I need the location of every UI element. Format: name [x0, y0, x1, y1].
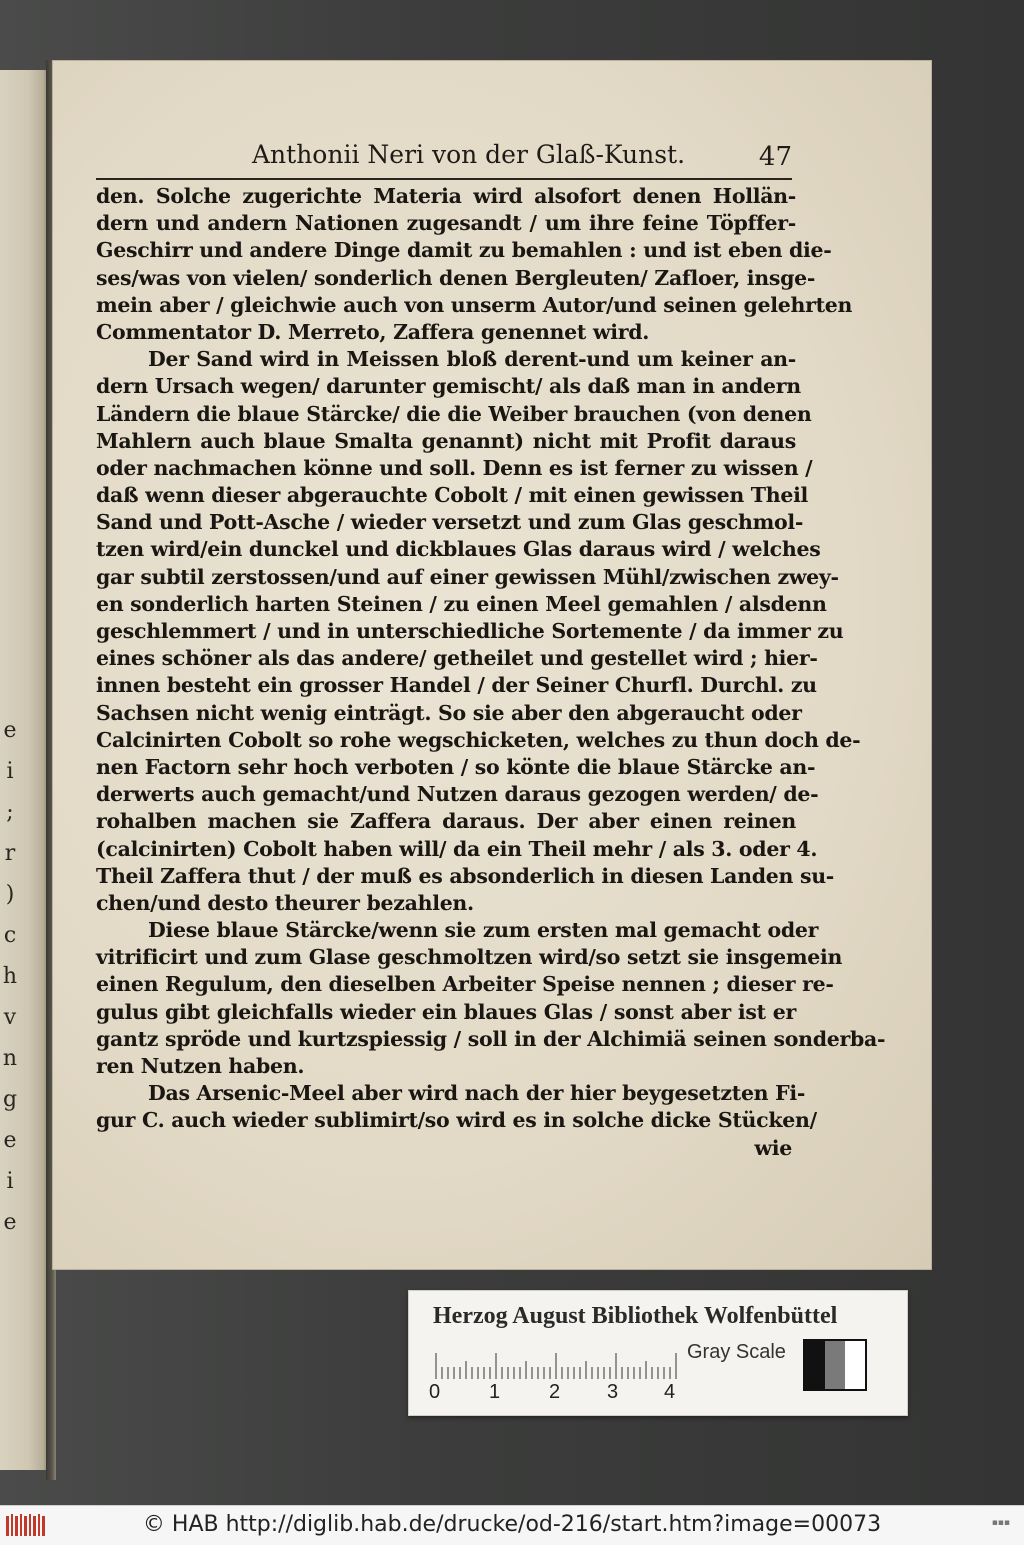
library-name: Herzog August Bibliothek Wolfenbüttel [433, 1303, 838, 1329]
ruler-number: 0 [429, 1381, 441, 1403]
color-scale-card [408, 1290, 908, 1416]
facing-page-letter: e [3, 718, 17, 743]
footer-dots: ▪▪▪ [991, 1518, 1010, 1528]
text-line: vitrificirt und zum Glase geschmoltzen wird/so setzt sie insgemein [96, 945, 843, 970]
catchword: wie [754, 1135, 792, 1160]
running-head: Anthonii Neri von der Glaß-Kunst. [252, 140, 686, 169]
text-line: dern Ursach wegen/ darunter gemischt/ als daß man in andern [96, 374, 801, 399]
text-line: ses/was von vielen/ sonderlich denen Bergleuten/ Zafloer, insge- [96, 265, 816, 290]
page-header [252, 140, 792, 180]
text-line: (calcinirten) Cobolt haben will/ da ein Theil mehr / als 3. oder 4. [96, 836, 818, 861]
gray-swatches [803, 1339, 867, 1391]
text-line: ren Nutzen haben. [96, 1054, 305, 1078]
text-line: geschlemmert / und in unterschiedliche Sortemente / da immer zu [96, 619, 844, 643]
page-number: 47 [758, 142, 792, 172]
gray-swatch [825, 1341, 845, 1389]
facing-page-letters [0, 710, 20, 1235]
text-line: Theil Zaffera thut / der muß es absonderlich in diesen Landen su- [96, 863, 835, 888]
text-line: gantz spröde und kurtzspiessig / soll in der Alchimiä seinen sonderba- [96, 1026, 886, 1051]
ruler-number: 2 [549, 1381, 561, 1403]
text-line: Geschirr und andere Dinge damit zu bemahlen : und ist eben die- [96, 238, 832, 263]
ruler-number: 4 [664, 1381, 676, 1403]
text-line: eines schöner als das andere/ getheilet und gestellet wird ; hier- [96, 646, 818, 671]
facing-page-letter: g [2, 1087, 18, 1112]
ruler-scale [431, 1343, 681, 1383]
text-line: den. Solche zugerichte Materia wird alsofort denen Hollän- [96, 184, 796, 208]
text-line: Commentator D. Merreto, Zaffera genennet wird. [96, 319, 650, 344]
text-line: chen/und desto theurer bezahlen. [96, 890, 474, 915]
text-line: derwerts auch gemacht/und Nutzen daraus gezogen werden/ de- [96, 782, 819, 807]
text-line: gur C. auch wieder sublimirt/so wird es in solche dicke Stücken/ [96, 1108, 817, 1133]
facing-page-letter: i [6, 1169, 14, 1194]
ruler-number: 3 [607, 1381, 619, 1403]
text-line: Mahlern auch blaue Smalta genannt) nicht mit Profit daraus [96, 428, 796, 453]
body-text [96, 183, 886, 1162]
ruler-number: 1 [489, 1381, 501, 1403]
facing-page-letter: ) [5, 882, 15, 907]
text-line: Sachsen nicht wenig einträgt. So sie aber den abgeraucht oder [96, 700, 802, 725]
gray-swatch [805, 1341, 825, 1389]
text-line: en sonderlich harten Steinen / zu einen Meel gemahlen / alsdenn [96, 591, 827, 616]
text-line: Diese blaue Stärcke/wenn sie zum ersten mal gemacht oder [148, 918, 819, 943]
text-line: daß wenn dieser abgerauchte Cobolt / mit einen gewissen Theil [96, 483, 809, 508]
facing-page-edge [0, 70, 48, 1470]
facing-page-letter: h [2, 964, 18, 989]
facing-page-letter: n [2, 1046, 18, 1071]
facing-page-letter: i [6, 759, 14, 784]
text-line: gulus gibt gleichfalls wieder ein blaues Glas / sonst aber ist er [96, 999, 796, 1024]
facing-page-letter: v [3, 1005, 17, 1030]
text-line: Ländern die blaue Stärcke/ die die Weiber brauchen (von denen [96, 401, 812, 426]
text-line: Der Sand wird in Meissen bloß derent-und um keiner an- [148, 347, 796, 372]
footer-url: © HAB http://diglib.hab.de/drucke/od-216/start.htm?image=00073 [142, 1512, 882, 1537]
text-line: rohalben machen sie Zaffera daraus. Der aber einen reinen [96, 809, 796, 834]
footer-bar [0, 1505, 1024, 1545]
text-line: innen besteht ein grosser Handel / der Seiner Churfl. Durchl. zu [96, 673, 817, 698]
text-line: einen Regulum, den dieselben Arbeiter Speise nennen ; dieser re- [96, 972, 834, 997]
text-line: tzen wird/ein dunckel und dickblaues Glas daraus wird / welches [96, 537, 821, 562]
facing-page-letter: r [4, 841, 16, 866]
text-line: Calcinirten Cobolt so rohe wegschicketen, welches zu thun doch de- [96, 727, 861, 752]
facing-page-letter: c [3, 923, 17, 948]
text-line: dern und andern Nationen zugesandt / um ihre feine Töpffer- [96, 211, 796, 236]
text-line: gar subtil zerstossen/und auf einer gewissen Mühl/zwischen zwey- [96, 564, 839, 589]
gray-swatch [845, 1341, 865, 1389]
facing-page-letter: e [3, 1210, 17, 1235]
text-line: Sand und Pott-Asche / wieder versetzt und zum Glas geschmol- [96, 510, 804, 535]
facing-page-letter: ; [6, 800, 14, 825]
facing-page-letter: e [3, 1128, 17, 1153]
header-rule [96, 178, 792, 180]
text-line: mein aber / gleichwie auch von unserm Autor/und seinen gelehrten [96, 292, 853, 317]
text-line: Das Arsenic-Meel aber wird nach der hier beygesetzten Fi- [148, 1081, 806, 1106]
gray-scale-label: Gray Scale [687, 1341, 786, 1363]
text-line: nen Factorn sehr hoch verboten / so könte die blaue Stärcke an- [96, 754, 816, 779]
text-line: oder nachmachen könne und soll. Denn es ist ferner zu wissen / [96, 455, 813, 480]
